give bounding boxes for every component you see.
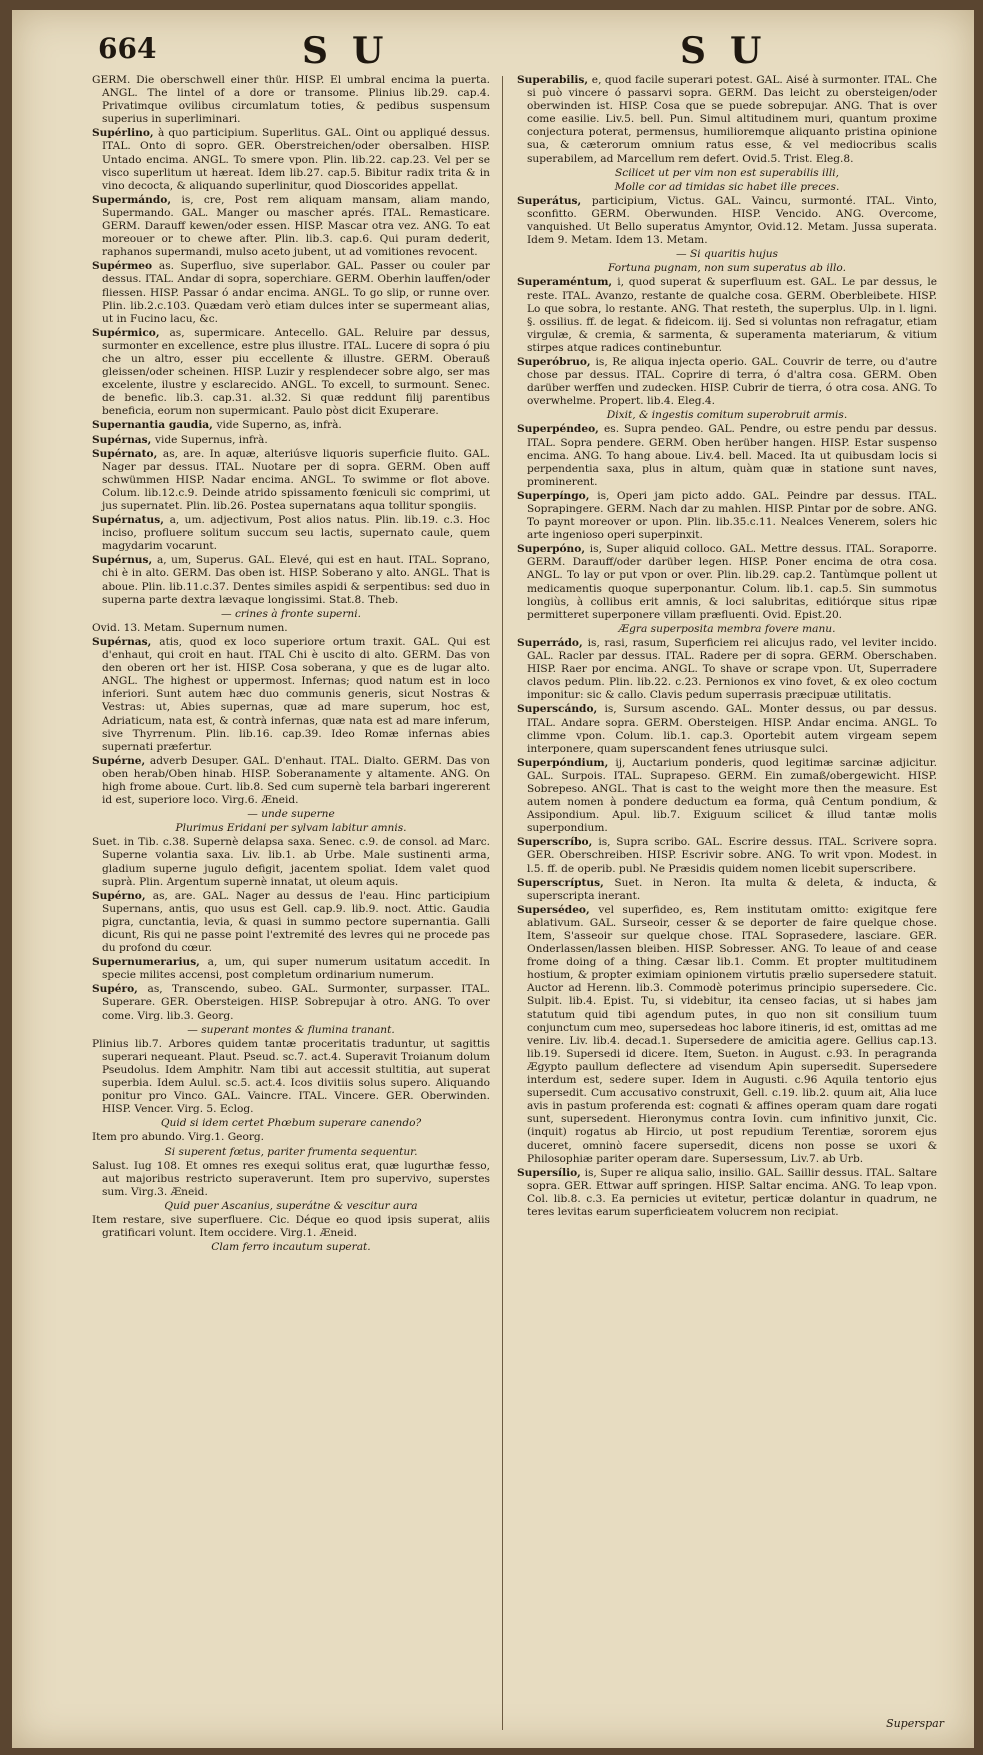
entry-text: is, Super aliquid colloco. GAL. Mettre dessus. ITAL. Soraporre. GERM. Darauff/oder darüber legen. HISP. Poner encima de otra cosa. ANGL. To lay or put vpon or over. Plin. lib.29. cap.2. Tantùmque pollent ut medicamentis quoque superponantur. Colum. lib.1. cap.5. Sin summotus longiùs, à collibus erit amnis, & loci salubritas, editiórque situs ripæ permitteret superponere villam præfluenti. Ovid. Epist.20. — [527, 543, 937, 621]
dictionary-entry — [517, 757, 937, 836]
dictionary-entry — [92, 260, 490, 325]
entry-text: — superant montes & flumina tranant. — [187, 1023, 395, 1036]
right-column — [517, 74, 937, 1734]
entry-text: Plinius lib.7. Arbores quidem tantæ proceritatis traduntur, ut sagittis superari nequeant. Plaut. Pseud. sc.7. act.4. Superavit Troianum dolum Pseudolus. Idem Amphitr. Nam tibi aut accessit stultitia, aut superat superbia. Idem Aulul. sc.5. act.4. Icos divitiis solus supero. Aliquando ponitur pro Vinco. GAL. Vaincre. ITAL. Vincere. GER. Oberwinden. HISP. Vencer. Virg. 5. Eclog. — [92, 1037, 490, 1116]
entry-headword: Supérnus, — [92, 554, 157, 567]
verse-quotation — [92, 1241, 490, 1254]
entry-headword: Supermándo, — [92, 193, 182, 206]
entry-text: Item restare, sive superfluere. Cic. Déque eo quod ipsis superat, aliis gratificari volunt. Item occidere. Virg.1. Æneid. — [92, 1213, 490, 1240]
entry-text: Scilicet ut per vim non est superabilis illi, — [615, 166, 839, 179]
entry-headword: Superscríbo, — [517, 836, 599, 849]
verse-quotation — [92, 808, 490, 821]
entry-text: Salust. Iug 108. Et omnes res exequi solitus erat, quæ lugurthæ fesso, aut majoribus restricto superaverunt. Item pro supervivo, superstes sum. Virg.3. Æneid. — [92, 1159, 490, 1198]
verse-quotation — [517, 248, 937, 261]
entry-headword: Supérne, — [92, 754, 150, 767]
entry-headword: Superaméntum, — [517, 276, 618, 289]
dictionary-entry — [92, 1160, 490, 1199]
verse-quotation — [517, 262, 937, 275]
entry-headword: Supérmeo — [92, 260, 159, 273]
dictionary-entry — [92, 74, 490, 126]
entry-text: is, cre, Post rem aliquam mansam, aliam mando, Supermando. GAL. Manger ou mascher aprés. ITAL. Remasticare. GERM. Darauff kewen/oder essen. HISP. Mascar otra vez. ANG. To eat moreouer or to chewe after. Plin. lib.3. cap.6. Qui puram dederit, raphanos supermandi, mulso aceto jubent, ut ad vomitiones revocent. — [102, 193, 490, 259]
entry-headword: Supérnatus, — [92, 514, 170, 527]
dictionary-entry — [92, 1131, 490, 1144]
entry-text: — Si quaritis hujus — [676, 248, 778, 261]
entry-text: Ægra superposita membra fovere manu. — [618, 622, 836, 635]
dictionary-entry — [517, 490, 937, 542]
entry-text: a, um. adjectivum, Post alios natus. Plin. lib.19. c.3. Hoc inciso, profluere solitum succum seu lactis, supernato caule, quem magydarim vocarunt. — [102, 514, 490, 553]
dictionary-entry — [92, 127, 490, 192]
verse-quotation — [517, 181, 937, 194]
entry-headword: Superscríptus, — [517, 876, 615, 889]
verse-quotation — [517, 623, 937, 636]
running-header-right: SU — [680, 30, 786, 72]
entry-text: Plurimus Eridani per sylvam labitur amnis. — [175, 822, 407, 835]
entry-text: i, quod superat & superfluum est. GAL. Le par dessus, le reste. ITAL. Avanzo, restante de qualche cosa. GERM. Oberbleibete. HISP. Lo que sobra, lo restante. ANG. That resteth, the superplus. Ulp. in l. ligni. §. ossilius. ff. de legat. & fideicom. iij. Sed si voluntas non refragatur, etiam virgulæ, & cremia, & sarmenta, & superamenta materiarum, & vitium stirpes atque radices continebuntur. — [527, 276, 937, 354]
entry-headword: Supersílio, — [517, 1166, 585, 1179]
entry-text: Quid si idem certet Phœbum superare canendo? — [160, 1117, 422, 1130]
entry-text: Ovid. 13. Metam. Supernum numen. — [92, 621, 288, 634]
entry-text: a, um, Superus. GAL. Elevé, qui est en haut. ITAL. Soprano, chi è in alto. GERM. Das oben ist. HISP. Soberano y alto. ANGL. That is aboue. Plin. lib.11.c.37. Dentes similes aspidi & serpentibus: sed duo in superna parte dextra lævaque longissimi. Stat.8. Theb. — [102, 554, 490, 606]
dictionary-entry — [92, 434, 490, 447]
entry-text: GERM. Die oberschwell einer thür. HISP. El umbral encima la puerta. ANGL. The lintel of a dore or transome. Plinius lib.29. cap.4. Privatimque ovilibus circumlatum toties, & pedibus suspensum superius in superliminari. — [92, 74, 490, 126]
entry-text: Fortuna pugnam, non sum superatus ab illo. — [608, 262, 846, 275]
entry-text: Molle cor ad timidas sic habet ille preces. — [614, 180, 840, 193]
entry-text: as, Transcendo, subeo. GAL. Surmonter, surpasser. ITAL. Superare. GER. Obersteigen. HISP. Sobrepujar à otro. ANG. To over come. Virg. lib.3. Georg. — [102, 983, 490, 1022]
dictionary-entry — [517, 276, 937, 355]
entry-text: — crines à fronte superni. — [221, 607, 361, 620]
entry-text: is, Supra scribo. GAL. Escrire dessus. ITAL. Scrivere sopra. GER. Oberschreiben. HISP. Escrivir sobre. ANG. To writ vpon. Modest. in l.5. ff. de operib. publ. Ne Præsidis quidem nomen licebit superscribere. — [527, 836, 937, 875]
entry-text: Dixit, & ingestis comitum superobruit armis. — [606, 409, 848, 422]
entry-text: Suet. in Neron. Ita multa & deleta, & inducta, & superscripta inerant. — [527, 876, 937, 902]
verse-quotation — [92, 1146, 490, 1159]
entry-text: Quid puer Ascanius, superátne & vescitur aura — [164, 1199, 418, 1212]
entry-headword: Supérlino, — [92, 127, 158, 140]
entry-headword: Superpíngo, — [517, 489, 598, 502]
entry-headword: Superátus, — [517, 194, 592, 207]
entry-text: atis, quod ex loco superiore ortum traxit. GAL. Qui est d'enhaut, qui croit en haut. ITAL Chi è uscito di alto. GERM. Das von den oberen ort her ist. HISP. Cosa soberana, y que es de lugar alto. ANGL. The highest or uppermost. Infernas; quod natum est in loco inferiori. Sunt autem hæc duo communis generis, sicut Nostras & Vestras: ut, Abies supernas, quæ ad mare superum, hoc est, Adriaticum, nata est, & contrà infernas, quæ nata est ad mare inferum, sive Thyrrenum. Plin. lib.16. cap.39. Ideo Romæ infernas abies supernati præfertur. — [102, 635, 490, 753]
catchword: Superspar — [886, 1717, 944, 1730]
entry-text: Clam ferro incautum superat. — [211, 1241, 371, 1254]
dictionary-entry — [517, 423, 937, 488]
entry-text: as, are. GAL. Nager au dessus de l'eau. Hinc participium Supernans, antis, quo usus est Gell. cap.9. lib.9. noct. Attic. Gaudia pigra, cunctantia, levia, & quasi in summo pectore supernantia. Galli dicunt, Ris qui ne passe point l'extremité des levres qui ne procede pas du profond du cœur. — [102, 889, 490, 955]
entry-headword: Superpóndium, — [517, 756, 616, 769]
entry-text: as. Superfluo, sive superlabor. GAL. Passer ou couler par dessus. ITAL. Andar di sopra, soperchiare. GERM. Oberhin lauffen/oder fliessen. HISP. Passar ó andar encima. ANGL. To go slip, or runne over. Plin. lib.2.c.103. Quædam verò etiam dulces inter se supermeant alias, ut in Fucino lacu, &c. — [102, 260, 490, 325]
entry-headword: Superscándo, — [517, 703, 605, 716]
dictionary-entry — [92, 956, 490, 982]
entry-text: Si superent fœtus, pariter frumenta sequentur. — [164, 1145, 418, 1158]
dictionary-entry — [92, 1038, 490, 1117]
entry-text: Item pro abundo. Virg.1. Georg. — [92, 1131, 265, 1144]
dictionary-entry — [92, 755, 490, 807]
entry-headword: Supérmico, — [92, 326, 170, 339]
entry-text: is, Operi jam picto addo. GAL. Peindre par dessus. ITAL. Soprapingere. GERM. Nach dar zu mahlen. HISP. Pintar por de sobre. ANG. To paynt moreover or upon. Plin. lib.35.c.11. Nealces Venerem, solers hic arte ingenioso operi superpinxit. — [527, 489, 937, 542]
dictionary-entry — [92, 419, 490, 432]
entry-headword: Supérnas, — [92, 433, 155, 446]
entry-text: ij, Auctarium ponderis, quod legitimæ sarcinæ adjicitur. GAL. Surpois. ITAL. Suprapeso. GERM. Ein zumaß/obergewicht. HISP. Sobrepeso. ANGL. That is cast to the weight more then the measure. Est autem nomen à pondere deductum ea forma, quâ Centum pondium, & Assipondium. Apul. lib.7. Exiguum scilicet & illud tantæ molis superpondium. — [527, 756, 937, 835]
page-number: 664 — [98, 32, 157, 65]
entry-text: a, um, qui super numerum usitatum accedit. In specie milites accensi, post completum ordinarium numerum. — [102, 956, 490, 982]
entry-headword: Supérnato, — [92, 447, 163, 460]
dictionary-entry — [517, 904, 937, 1166]
entry-text: es. Supra pendeo. GAL. Pendre, ou estre pendu par dessus. ITAL. Sopra pendere. GERM. Oben herüber hangen. HISP. Estar suspenso encima. ANG. To hang aboue. Liv.4. bell. Maced. Ita ut quibusdam locis si perpendentia saxa, plus in altum, quàm quæ in statione sunt naves, prominerent. — [527, 423, 937, 488]
entry-text: vide Superno, as, infrà. — [216, 419, 342, 432]
dictionary-entry — [92, 514, 490, 553]
entry-text: participium, Victus. GAL. Vaincu, surmonté. ITAL. Vinto, sconfitto. GERM. Oberwunden. HISP. Vencido. ANG. Overcome, vanquished. Ut Bello superatus Amyntor, Ovid.12. Metam. Jussa superata. Idem 9. Metam. Idem 13. Metam. — [527, 194, 937, 247]
entry-text: is, Sursum ascendo. GAL. Monter dessus, ou par dessus. ITAL. Andare sopra. GERM. Obersteigen. HISP. Andar encima. ANGL. To climme vpon. Colum. lib.1. cap.3. Oportebit autem virgeam sepem interponere, quam superscandent fenes utriusque sulci. — [527, 703, 937, 755]
entry-headword: Supérno, — [92, 889, 153, 902]
dictionary-entry — [92, 1214, 490, 1240]
dictionary-entry — [517, 703, 937, 755]
dictionary-entry — [517, 836, 937, 875]
entry-headword: Superpóno, — [517, 543, 590, 556]
entry-text: à quo participium. Superlitus. GAL. Oint ou appliqué dessus. ITAL. Onto di sopro. GER. Oberstreichen/oder obersalben. HISP. Untado encima. ANGL. To smere vpon. Plin. lib.22. cap.23. Vel per se visco superlitum ut hæreat. Idem lib.27. cap.5. Bibitur radix trita & in vino decocta, & aliquando superlinitur, quod Dioscorides appellat. — [102, 127, 490, 192]
entry-headword: Supéro, — [92, 983, 148, 996]
dictionary-entry — [517, 195, 937, 247]
verse-quotation — [92, 822, 490, 835]
column-divider — [502, 76, 503, 1730]
entry-text: is, rasi, rasum, Superficiem rei alicujus rado, vel leviter incido. GAL. Racler par dessus. ITAL. Radere per di sopra. GERM. Oberschaben. HISP. Raer por encima. ANGL. To shave or scrape vpon. Ut, Superradere clavos pedum. Plin. lib.22. c.23. Pernionos ex vino fovet, & ex oleo coctum imponitur: sic & callo. Clavis pedum superrasis præcipuæ utilitatis. — [527, 636, 937, 702]
verse-quotation — [517, 167, 937, 180]
dictionary-entry — [517, 877, 937, 903]
entry-text: adverb Desuper. GAL. D'enhaut. ITAL. Dialto. GERM. Das von oben herab/Oben hinab. HISP. Soberanamente y altamente. ANG. On high frome aboue. Curt. lib.8. Sed cum supernè tela barbari ingererent id est, superiore loco. Virg.6. Æneid. — [102, 754, 490, 807]
dictionary-entry — [92, 554, 490, 606]
dictionary-entry — [92, 636, 490, 754]
left-column — [92, 74, 490, 1734]
entry-text: vide Supernus, infrà. — [155, 433, 268, 446]
verse-quotation — [92, 1024, 490, 1037]
dictionary-entry — [92, 983, 490, 1022]
dictionary-entry — [92, 836, 490, 888]
entry-text: as, supermicare. Antecello. GAL. Reluire par dessus, surmonter en excellence, estre plus illustre. ITAL. Lucere di sopra ó piu che un altro, esser piu eccellente & illustre. GERM. Oberauß gleissen/oder scheinen. HISP. Luzir y resplendecer sobre algo, ser mas excelente, ilustre y esclarecido. ANGL. To excell, to surmount. Senec. de benefic. lib.3. cap.31. al.32. Si quæ reddunt filij parentibus beneficia, eorum non supermicant. Paulo pòst dicit Exuperare. — [102, 326, 490, 418]
running-header-left: SU — [302, 30, 408, 72]
entry-text: vel superfideo, es, Rem institutam omitto: exigitque fere ablativum. GAL. Surseoir, cesser & se deporter de faire quelque chose. Item, S'asseoir sur quelque chose. ITAL Soprasedere, lasciare. GER. Onderlassen/lassen bleiben. HISP. Sobresser. ANG. To leaue of and cease frome doing of a thing. Cæsar lib.1. Comm. Et propter multitudinem hostium, & propter eximiam opinionem virtutis prælio supersedere statuit. Auctor ad Herenn. lib.3. Commodè poterimus principio supersedere. Cic. Sulpit. lib.4. Epist. Tu, si videbitur, ita censeo facias, ut si habes jam statutum quid tibi agendum putes, in quo non sit consilium tuum conjunctum cum meo, supersedeas hoc labore itineris, id est, omittas ad me venire. Liv. lib.4. decad.1. Supersedere de amicitia agere. Gellius cap.13. lib.19. Supersedi id dicere. Item, Sueton. in August. c.93. In peragranda Ægypto paullum deflectere ad visendum Apin supersedit. Supersedere interdum est, sedere super. Idem in Augusti. c.96 Aquila tentorio ejus supersedit. Cum accusativo construxit, Gell. c.19. lib.2. quum ait, Alia luce avis in pastum proferenda est: cognati & affines operam quam dare rogati sunt, supersedent. Hieronymus contra Iovin. cum infinitivo junxit, Cic. (inquit) rogatus ab Hircio, ut post repudium Terentiæ, sororem ejus duceret, omninò facere supersedit, dicens non posse se uxori & Philosophiæ pariter operam dare. Supersessum, Liv.7. ab Urb. — [527, 903, 937, 1165]
entry-text: — unde superne — [247, 808, 335, 821]
dictionary-entry — [517, 543, 937, 622]
dictionary-entry — [92, 622, 490, 635]
entry-headword: Supersédeo, — [517, 903, 599, 916]
entry-text: is, Re aliqua injecta operio. GAL. Couvrir de terre, ou d'autre chose par dessus. ITAL. Coprire di terra, ó d'altra cosa. GERM. Oben darüber werffen und zudecken. HISP. Cubrir de tierra, ó otra cosa. ANG. To overwhelme. Propert. lib.4. Eleg.4. — [527, 355, 937, 408]
verse-quotation — [517, 409, 937, 422]
dictionary-entry — [92, 890, 490, 955]
verse-quotation — [92, 1200, 490, 1213]
verse-quotation — [92, 608, 490, 621]
dictionary-entry — [517, 637, 937, 702]
entry-text: Suet. in Tib. c.38. Supernè delapsa saxa. Senec. c.9. de consol. ad Marc. Superne volantia saxa. Liv. lib.1. ab Urbe. Male sustinenti arma, gladium superne jugulo defigit, jacentem spoliat. Idem valet quod suprà. Plin. Argentum supernè innatat, ut oleum aquis. — [92, 836, 490, 888]
verse-quotation — [92, 1117, 490, 1130]
entry-headword: Supernantia gaudia, — [92, 419, 217, 432]
entry-headword: Supernumerarius, — [92, 956, 208, 969]
entry-text: e, quod facile superari potest. GAL. Aisé à surmonter. ITAL. Che si può vincere ó passarvi sopra. GERM. Das leicht zu obersteigen/oder oberwinden ist. HISP. Cosa que se puede sobrepujar. ANG. That is over come easilie. Liv.5. bell. Pun. Simul altitudinem muri, quantum proxime conjectura poterat, permensus, humilioremque aliquanto pristina opinione sua, & cæterorum omnium ratus esse, & vel mediocribus scalis superabilem, ad Marcellum rem defert. Ovid.5. Trist. Eleg.8. — [527, 74, 937, 165]
dictionary-entry — [517, 74, 937, 166]
dictionary-entry — [92, 327, 490, 419]
dictionary-entry — [92, 448, 490, 513]
entry-headword: Superrádo, — [517, 636, 588, 649]
entry-text: is, Super re aliqua salio, insilio. GAL. Saillir dessus. ITAL. Saltare sopra. GER. Ettwar auff springen. HISP. Saltar encima. ANG. To leap vpon. Col. lib.8. c.3. Ea pernicies ut evitetur, perticæ dolantur in quadrum, ne teres levitas earum superficieatem volucrem non recipiat. — [527, 1166, 937, 1218]
book-page — [12, 10, 974, 1748]
entry-headword: Superóbruo, — [517, 355, 596, 368]
dictionary-entry — [517, 356, 937, 408]
entry-text: as, are. In aquæ, alteriúsve liquoris superficie fluito. GAL. Nager par dessus. ITAL. Nuotare per di sopra. GERM. Oben auff schwümmen HISP. Nadar encima. ANGL. To swimme or flot above. Colum. lib.12.c.9. Deinde atrido spissamento fœniculi sic comprimi, ut jus supernatet. Plin. lib.26. Postea supernatans aqua tollitur spongiis. — [102, 447, 490, 512]
entry-headword: Superpéndeo, — [517, 423, 605, 436]
entry-headword: Supérnas, — [92, 635, 160, 648]
dictionary-entry — [92, 194, 490, 259]
entry-headword: Superabilis, — [517, 74, 592, 86]
dictionary-entry — [517, 1167, 937, 1219]
